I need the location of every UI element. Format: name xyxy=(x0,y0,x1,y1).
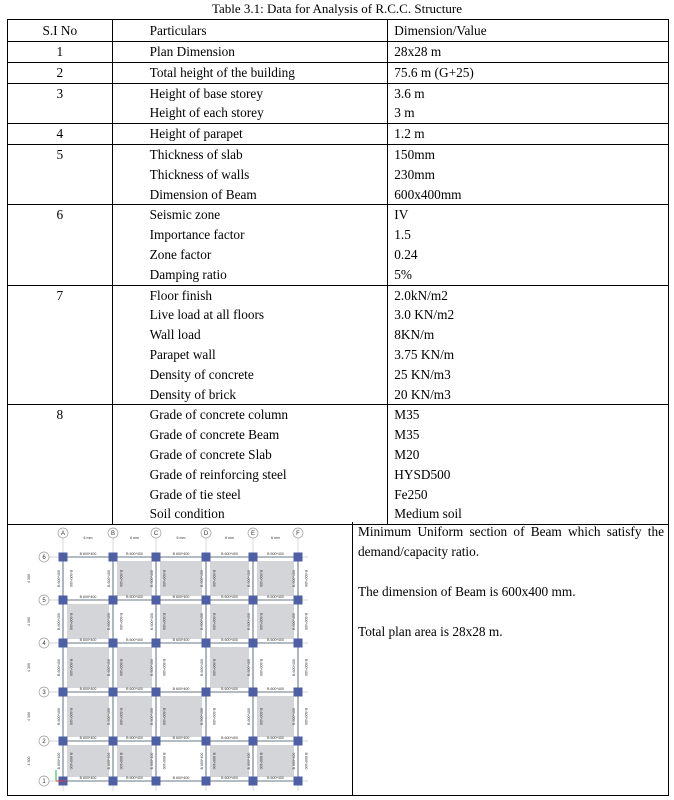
header-sno xyxy=(8,20,113,42)
beam-label: B 600*400 xyxy=(221,638,238,642)
beam-label: B 600*400 xyxy=(267,687,284,691)
column-marker xyxy=(249,737,258,746)
column-marker xyxy=(109,688,118,697)
beam-label: B 600*400 xyxy=(172,687,190,691)
particular-value: 3.0 KN/m2 xyxy=(394,307,455,323)
grid-bubble-label: B xyxy=(110,531,116,538)
column-marker xyxy=(152,596,161,605)
particular-value: M20 xyxy=(394,446,420,462)
particular-label: Seismic zone xyxy=(149,207,221,223)
notes-panel xyxy=(358,522,664,662)
column-marker xyxy=(59,688,68,697)
span-label: 6 mm xyxy=(176,536,186,540)
beam-label: B 600*400 xyxy=(126,595,143,599)
side-dimension-label: 4 300 xyxy=(27,617,31,626)
particular-label: Zone factor xyxy=(149,246,212,262)
column-marker xyxy=(59,596,68,605)
beam-label: B 600*400 xyxy=(79,552,97,556)
particular-label: Grade of concrete Beam xyxy=(149,427,280,443)
particular-label: Damping ratio xyxy=(149,266,227,282)
particular-value: 75.6 m (G+25) xyxy=(394,64,474,80)
particulars-cell xyxy=(112,62,388,83)
beam-label: B 600*400 xyxy=(172,776,190,780)
beam-label-vertical: B 600*400 xyxy=(212,570,216,587)
particular-value: Fe250 xyxy=(394,486,428,502)
table-body xyxy=(8,20,669,525)
beam-label-vertical: B 600*400 xyxy=(119,659,123,676)
grid-bubble-label: 2 xyxy=(42,739,46,746)
beam-label: B 600*400 xyxy=(126,552,143,556)
beam-label: B 600*400 xyxy=(79,687,97,691)
beam-label: B 600*400 xyxy=(221,552,238,556)
header-sno-label: S.I No xyxy=(42,23,78,38)
beam-label: B 600*400 xyxy=(126,687,143,691)
structural-plan-drawing xyxy=(8,522,353,796)
beam-label-vertical: B 600*400 xyxy=(162,570,166,587)
column-marker xyxy=(202,777,211,786)
data-table xyxy=(7,19,669,525)
beam-label-vertical: B 600*400 xyxy=(212,613,216,630)
beam-label-vertical: B 600*400 xyxy=(304,708,308,725)
grid-bubble-label: 3 xyxy=(42,690,46,697)
beam-label-vertical: B 600*400 xyxy=(107,752,111,770)
beam-label: B 600*400 xyxy=(79,776,97,780)
column-marker xyxy=(202,596,211,605)
note-beam-section: Minimum Uniform section of Beam which satisfy the demand/capacity ratio. xyxy=(358,524,664,559)
particular-label: Wall load xyxy=(149,327,201,343)
beam-label-vertical: B 600*400 xyxy=(247,708,251,725)
column-marker xyxy=(249,688,258,697)
beam-label: B 600*400 xyxy=(172,595,190,599)
grid-bubble-label: 4 xyxy=(42,641,46,648)
serial-cell xyxy=(8,144,113,204)
value-cell xyxy=(388,124,669,145)
beam-label: B 600*400 xyxy=(267,736,284,740)
beam-label-vertical: B 600*400 xyxy=(259,613,263,630)
particular-label: Parapet wall xyxy=(149,346,216,362)
particular-label: Plan Dimension xyxy=(149,44,235,59)
particular-label: Grade of reinforcing steel xyxy=(149,466,287,482)
beam-label-vertical: B 600*400 xyxy=(69,570,73,587)
beam-label: B 600*400 xyxy=(172,638,190,642)
grid-bubble-label: E xyxy=(250,531,256,538)
beam-label-vertical: B 600*400 xyxy=(200,570,204,587)
particular-label: Height of base storey xyxy=(149,85,263,101)
value-cell xyxy=(388,205,669,285)
particular-value: 28x28 m xyxy=(394,44,442,59)
beam-label-vertical: B 600*400 xyxy=(107,659,111,676)
serial-number: 8 xyxy=(56,407,64,423)
beam-label-vertical: B 600*400 xyxy=(107,570,111,587)
particular-label: Floor finish xyxy=(149,287,213,303)
particular-value: 5% xyxy=(394,266,413,282)
serial-cell xyxy=(8,62,113,83)
beam-label: B 600*400 xyxy=(126,736,143,740)
column-marker xyxy=(59,737,68,746)
structural-plan-figure xyxy=(8,522,353,796)
column-marker xyxy=(152,688,161,697)
beam-label-vertical: B 600*400 xyxy=(69,659,73,676)
beam-label-vertical: B 600*400 xyxy=(200,752,204,770)
beam-label-vertical: B 600*400 xyxy=(292,752,296,770)
column-marker xyxy=(109,596,118,605)
particular-value: 25 KN/m3 xyxy=(394,366,451,382)
note-beam-dimension: The dimension of Beam is 600x400 mm. xyxy=(358,584,576,599)
beam-label-vertical: B 600*400 xyxy=(119,613,123,630)
bottom-section xyxy=(7,522,669,796)
side-dimension-label: 4 300 xyxy=(27,663,31,672)
table-caption: Table 3.1: Data for Analysis of R.C.C. Structure xyxy=(211,1,463,16)
beam-label-vertical: B 600*400 xyxy=(292,659,296,676)
column-marker xyxy=(202,737,211,746)
serial-cell xyxy=(8,83,113,124)
column-marker xyxy=(59,553,68,562)
beam-label-vertical: B 600*400 xyxy=(69,613,73,630)
serial-number: 1 xyxy=(56,44,64,59)
beam-label: B 600*400 xyxy=(221,776,238,780)
beam-label-vertical: B 600*400 xyxy=(247,570,251,587)
particular-label: Importance factor xyxy=(149,227,245,243)
beam-label-vertical: B 600*400 xyxy=(119,570,123,587)
header-value xyxy=(388,20,669,42)
side-dimension-label: 4 300 xyxy=(27,756,31,766)
beam-label: B 600*400 xyxy=(79,595,97,599)
particular-value: 3.75 KN/m xyxy=(394,346,455,362)
beam-label-vertical: B 600*400 xyxy=(57,613,61,630)
beam-label-vertical: B 600*400 xyxy=(247,613,251,630)
particular-value: 1.5 xyxy=(394,227,411,243)
beam-label: B 600*400 xyxy=(79,736,97,740)
beam-label-vertical: B 600*400 xyxy=(162,708,166,725)
table-row xyxy=(8,124,669,145)
span-label: 6 mm xyxy=(225,536,234,540)
beam-label-vertical: B 600*400 xyxy=(200,659,204,676)
column-marker xyxy=(249,596,258,605)
particulars-cell xyxy=(112,405,388,525)
particulars-cell xyxy=(112,42,388,63)
value-cell xyxy=(388,62,669,83)
beam-label: B 600*400 xyxy=(126,776,143,780)
table-row xyxy=(8,42,669,63)
column-marker xyxy=(109,553,118,562)
header-value-label: Dimension/Value xyxy=(394,23,487,38)
note-plan-area: Total plan area is 28x28 m. xyxy=(358,624,503,639)
beam-label-vertical: B 600*400 xyxy=(162,752,166,770)
beam-label-vertical: B 600*400 xyxy=(119,708,123,725)
beam-label: B 600*400 xyxy=(172,552,190,556)
particular-label: Grade of concrete column xyxy=(149,407,289,423)
beam-label: B 600*400 xyxy=(172,736,190,740)
beam-label-vertical: B 600*400 xyxy=(304,613,308,630)
serial-number: 2 xyxy=(56,64,64,80)
beam-label-vertical: B 600*400 xyxy=(259,708,263,725)
beam-label-vertical: B 600*400 xyxy=(212,752,216,770)
header-particulars-label: Particulars xyxy=(149,23,207,38)
serial-number: 5 xyxy=(56,146,64,162)
beam-label: B 600*400 xyxy=(221,595,238,599)
beam-label-vertical: B 600*400 xyxy=(150,659,154,676)
side-dimension-label: 4 300 xyxy=(27,574,31,583)
side-dimension-label: 4 300 xyxy=(27,712,31,721)
table-row xyxy=(8,83,669,124)
particular-value: Medium soil xyxy=(394,506,462,522)
particular-label: Height of parapet xyxy=(149,126,243,142)
particular-label: Grade of concrete Slab xyxy=(149,446,272,462)
beam-label-vertical: B 600*400 xyxy=(162,613,166,630)
particular-value: M35 xyxy=(394,407,420,423)
beam-label: B 600*400 xyxy=(221,687,238,691)
beam-label: B 600*400 xyxy=(267,776,284,780)
column-marker xyxy=(109,737,118,746)
column-marker xyxy=(152,553,161,562)
particular-value: 1.2 m xyxy=(394,126,425,142)
beam-label-vertical: B 600*400 xyxy=(150,752,154,770)
particular-label: Grade of tie steel xyxy=(149,486,241,502)
particular-label: Dimension of Beam xyxy=(149,186,257,202)
grid-bubble-label: C xyxy=(153,531,159,538)
table-header-row xyxy=(8,20,669,42)
column-marker xyxy=(152,777,161,786)
value-cell xyxy=(388,144,669,204)
table-row xyxy=(8,205,669,285)
serial-cell xyxy=(8,124,113,145)
grid-bubble-label: 1 xyxy=(42,779,46,786)
particular-value: 3 m xyxy=(394,105,415,121)
beam-label-vertical: B 600*400 xyxy=(150,613,154,630)
beam-label-vertical: B 600*400 xyxy=(292,570,296,587)
particular-value: 230mm xyxy=(394,166,435,182)
column-marker xyxy=(294,596,303,605)
beam-label-vertical: B 600*400 xyxy=(57,570,61,587)
beam-label: B 600*400 xyxy=(267,552,284,556)
column-marker xyxy=(294,553,303,562)
column-marker xyxy=(109,777,118,786)
beam-label-vertical: B 600*400 xyxy=(212,659,216,676)
column-marker xyxy=(249,777,258,786)
value-cell xyxy=(388,405,669,525)
column-marker xyxy=(294,777,303,786)
grid-bubble-label: D xyxy=(203,531,209,538)
beam-label-vertical: B 600*400 xyxy=(292,613,296,630)
column-marker xyxy=(249,639,258,648)
particulars-cell xyxy=(112,83,388,124)
particulars-cell xyxy=(112,144,388,204)
particular-label: Density of brick xyxy=(149,386,237,402)
column-marker xyxy=(249,553,258,562)
beam-label-vertical: B 600*400 xyxy=(200,708,204,725)
beam-label: B 600*400 xyxy=(79,638,97,642)
serial-cell xyxy=(8,285,113,405)
particular-label: Total height of the building xyxy=(149,64,295,80)
value-cell xyxy=(388,83,669,124)
particulars-cell xyxy=(112,285,388,405)
serial-number: 4 xyxy=(56,126,64,142)
beam-label-vertical: B 600*400 xyxy=(107,708,111,725)
column-marker xyxy=(109,639,118,648)
value-cell xyxy=(388,285,669,405)
particular-value: 3.6 m xyxy=(394,85,425,101)
particular-label: Live load at all floors xyxy=(149,307,265,323)
serial-cell xyxy=(8,405,113,525)
beam-label-vertical: B 600*400 xyxy=(259,659,263,676)
beam-label-vertical: B 600*400 xyxy=(212,708,216,725)
beam-label-vertical: B 600*400 xyxy=(259,570,263,587)
beam-label-vertical: B 600*400 xyxy=(69,708,73,725)
serial-cell xyxy=(8,42,113,63)
column-marker xyxy=(202,688,211,697)
grid-bubble-label: 6 xyxy=(42,555,46,562)
grid-bubble-label: F xyxy=(296,531,300,538)
column-marker xyxy=(294,639,303,648)
column-marker xyxy=(152,639,161,648)
particular-value: 0.24 xyxy=(394,246,418,262)
particular-label: Soil condition xyxy=(149,506,225,522)
beam-label: B 600*400 xyxy=(267,638,284,642)
beam-label-vertical: B 600*400 xyxy=(304,659,308,676)
beam-label-vertical: B 600*400 xyxy=(57,752,61,770)
particular-value: IV xyxy=(394,207,409,223)
serial-cell xyxy=(8,205,113,285)
span-label: 6 mm xyxy=(130,536,139,540)
table-row xyxy=(8,144,669,204)
beam-label-vertical: B 600*400 xyxy=(57,659,61,676)
beam-label-vertical: B 600*400 xyxy=(292,708,296,725)
value-cell xyxy=(388,42,669,63)
column-marker xyxy=(59,639,68,648)
beam-label-vertical: B 600*400 xyxy=(304,570,308,587)
particular-value: 600x400mm xyxy=(394,186,462,202)
column-marker xyxy=(294,737,303,746)
table-row xyxy=(8,285,669,405)
beam-label: B 600*400 xyxy=(221,736,238,740)
column-marker xyxy=(202,553,211,562)
particular-label: Height of each storey xyxy=(149,105,264,121)
span-label: 6 mm xyxy=(271,536,280,540)
beam-label-vertical: B 600*400 xyxy=(247,752,251,770)
particulars-cell xyxy=(112,205,388,285)
column-marker xyxy=(152,737,161,746)
particular-label: Thickness of walls xyxy=(149,166,250,182)
beam-label-vertical: B 600*400 xyxy=(162,659,166,676)
particular-value: 8KN/m xyxy=(394,327,435,343)
particular-value: 20 KN/m3 xyxy=(394,386,451,402)
beam-label-vertical: B 600*400 xyxy=(247,659,251,676)
beam-label-vertical: B 600*400 xyxy=(150,570,154,587)
particular-label: Density of concrete xyxy=(149,366,254,382)
particular-label: Thickness of slab xyxy=(149,146,243,162)
serial-number: 6 xyxy=(56,207,64,223)
serial-number: 3 xyxy=(56,85,64,101)
span-label: 6 mm xyxy=(83,536,93,540)
beam-label-vertical: B 600*400 xyxy=(107,613,111,630)
particular-value: HYSD500 xyxy=(394,466,451,482)
beam-label-vertical: B 600*400 xyxy=(200,613,204,630)
beam-label-vertical: B 600*400 xyxy=(304,752,308,770)
grid-bubble-label: A xyxy=(60,531,66,538)
beam-label: B 600*400 xyxy=(126,638,143,642)
beam-label-vertical: B 600*400 xyxy=(119,752,123,770)
particular-value: 150mm xyxy=(394,146,435,162)
particular-value: M35 xyxy=(394,427,420,443)
particular-value: 2.0kN/m2 xyxy=(394,287,448,303)
serial-number: 7 xyxy=(56,287,64,303)
beam-label: B 600*400 xyxy=(267,595,284,599)
grid-bubble-label: 5 xyxy=(42,598,46,605)
beam-label-vertical: B 600*400 xyxy=(150,708,154,725)
column-marker xyxy=(202,639,211,648)
beam-label-vertical: B 600*400 xyxy=(259,752,263,770)
beam-label-vertical: B 600*400 xyxy=(69,752,73,770)
table-row xyxy=(8,62,669,83)
particulars-cell xyxy=(112,124,388,145)
beam-label-vertical: B 600*400 xyxy=(57,708,61,725)
table-row xyxy=(8,405,669,525)
column-marker xyxy=(294,688,303,697)
header-particulars xyxy=(112,20,388,42)
